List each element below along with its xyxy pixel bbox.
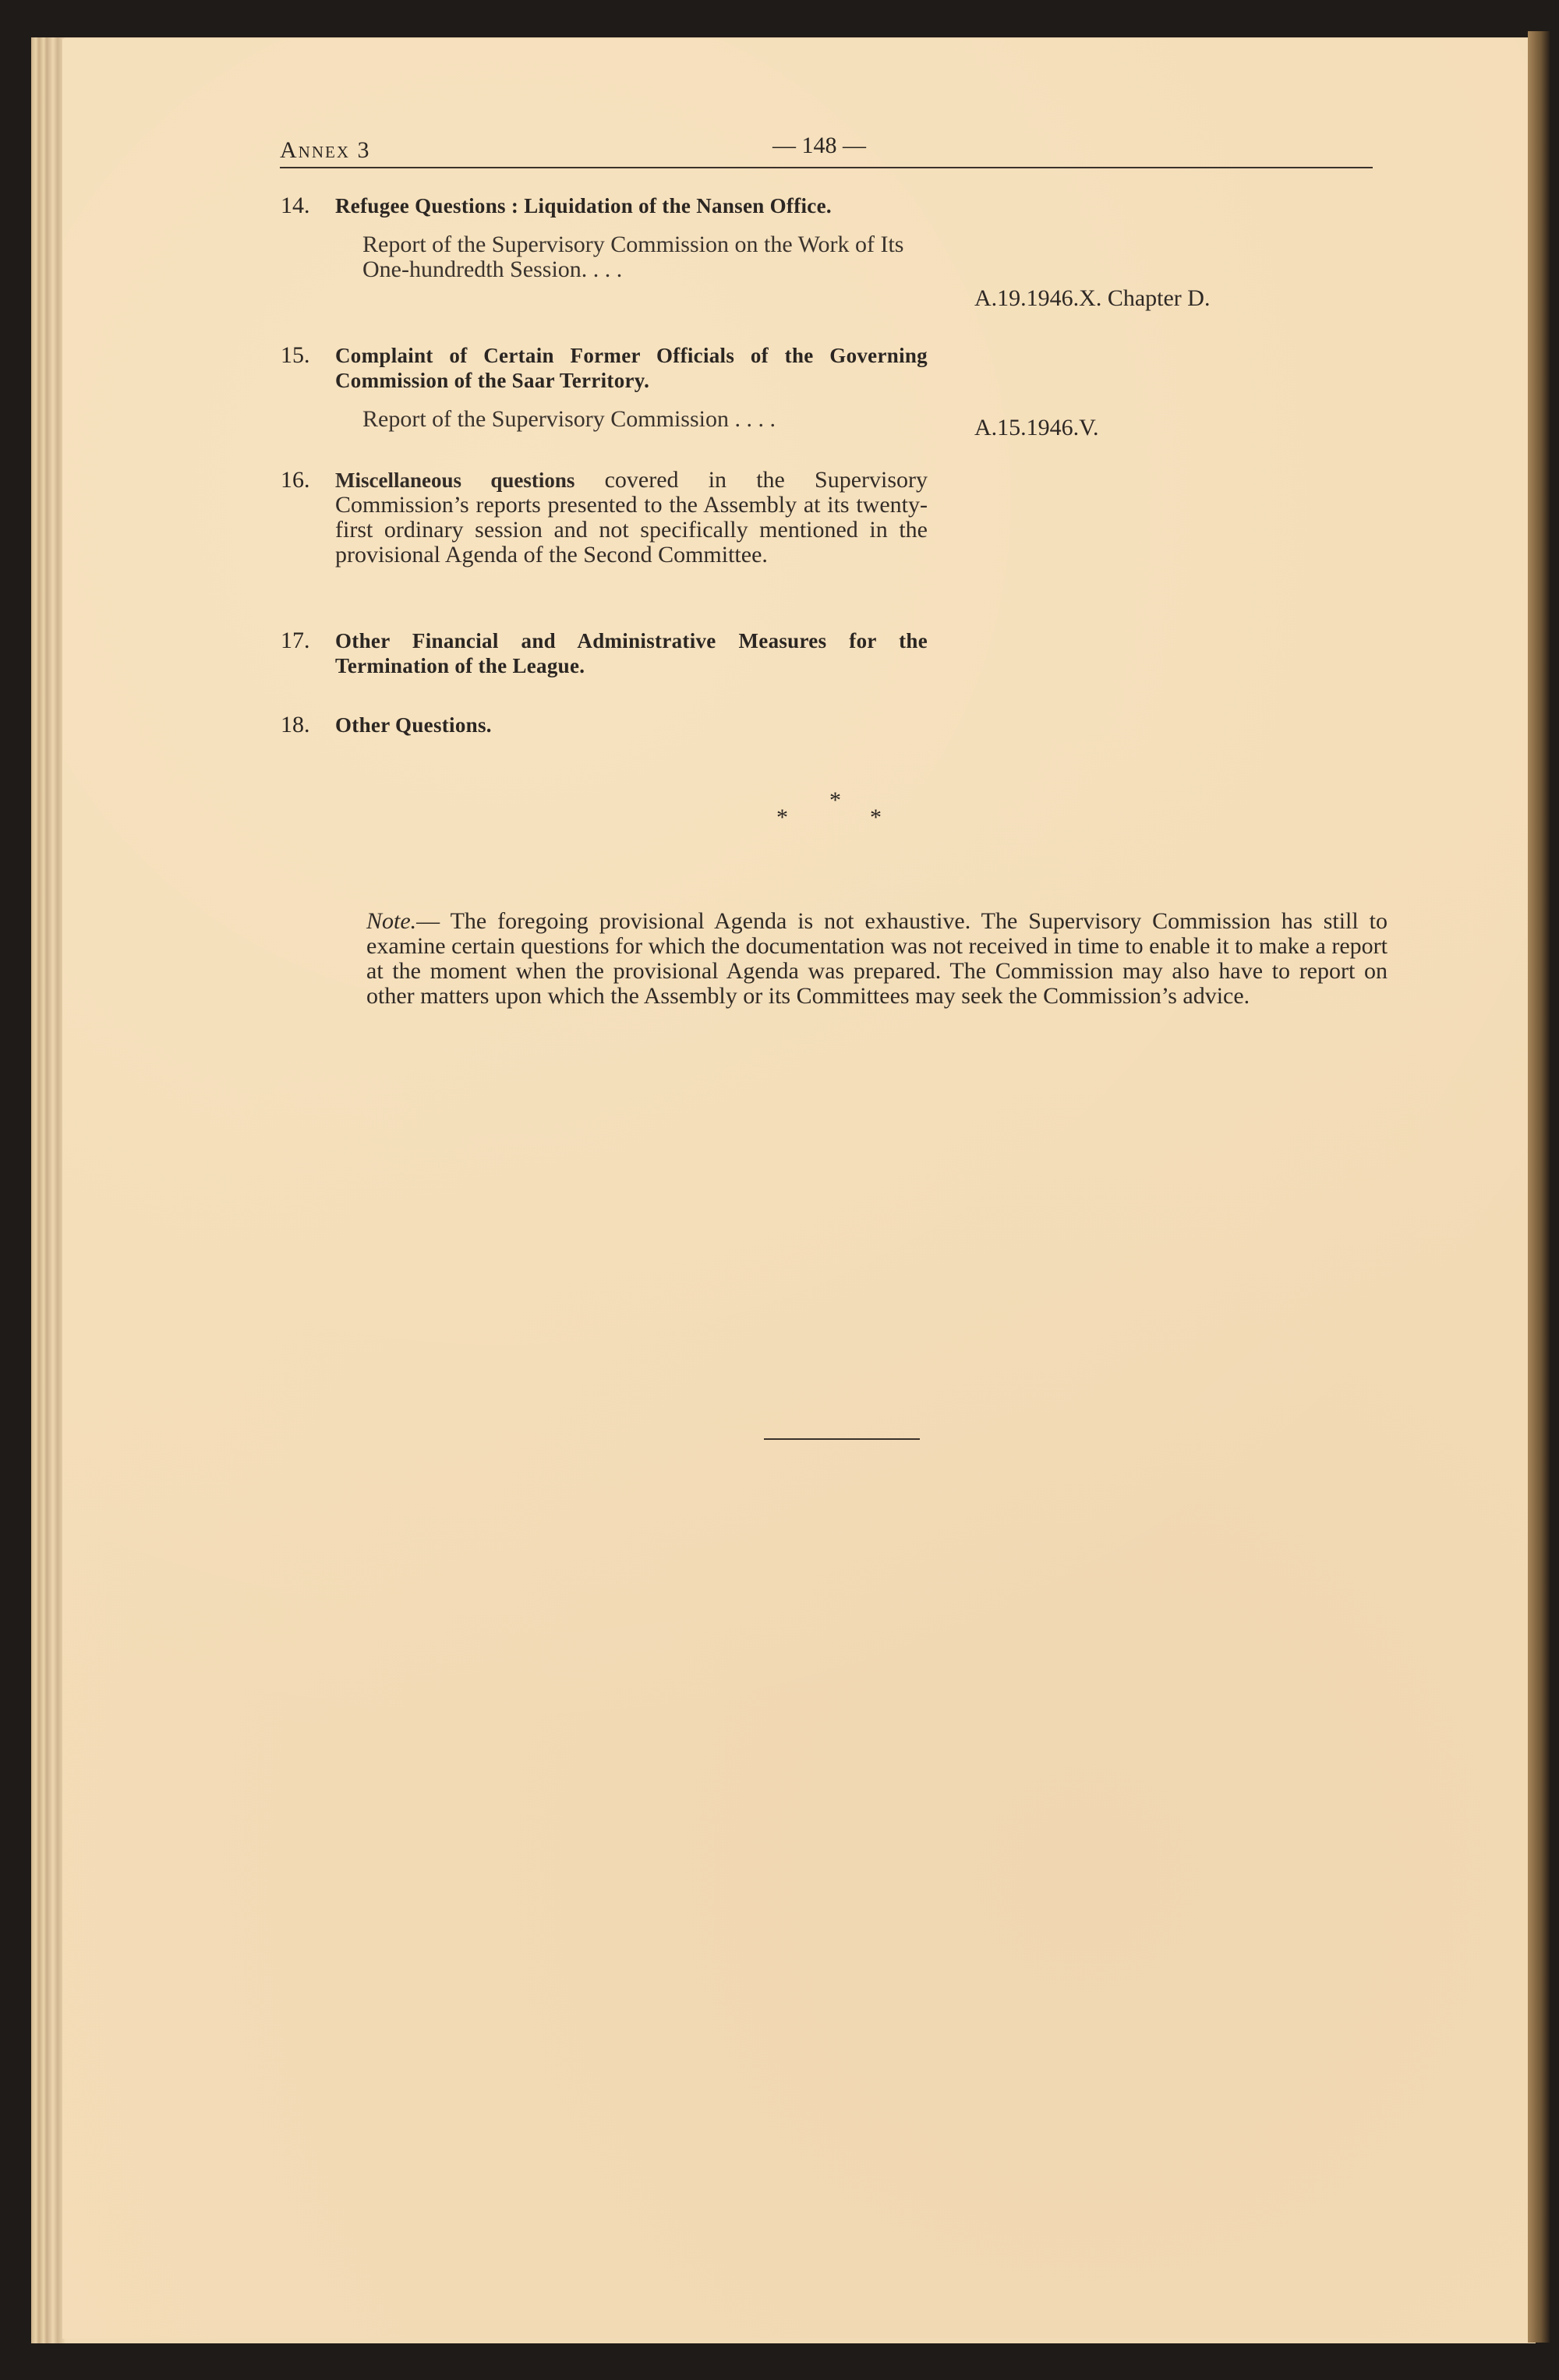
binding-shadow [1528,31,1550,2343]
document-reference-15: A.15.1946.V. [974,415,1099,440]
document-reference-14: A.19.1946.X. Chapter D. [974,285,1211,311]
item-number: 16. [281,467,310,493]
item-number: 17. [281,628,310,653]
item-report: Report of the Supervisory Commission . . . . [362,406,776,432]
page-header [280,125,1373,172]
agenda-item-15 [281,343,928,432]
note-paragraph [366,909,1388,1009]
note-text: — The foregoing provisional Agenda is not exhaustive. The Supervisory Commission has still to examine certain questions for which the documentation was not received in time to enable it to make a report at the moment when the provisional Agenda was prepared. The Commission may also have to report on other matters upon which the Assembly or its Committees may seek the Commission’s advice. [366,908,1388,1009]
item-title: Other Financial and Administrative Measures for the Termination of the League. [335,629,928,677]
annex-label: Annex 3 [280,137,371,163]
agenda-item-18 [281,713,928,737]
note-lead: Note. [366,908,417,934]
item-title: Complaint of Certain Former Officials of the Governing Commission of the Saar Territory. [335,344,928,392]
agenda-item-14 [281,193,928,282]
item-number: 18. [281,712,310,737]
item-report: Report of the Supervisory Commission on the Work of Its One-hundredth Session. . . . [362,232,904,282]
agenda-item-17 [281,628,928,678]
item-number: 15. [281,342,310,368]
separator-stars-visual: * * * [776,787,882,830]
item-body [335,468,928,568]
item-body-text: covered in the Supervisory Commission’s reports presented to the Assembly at its twenty-first ordinary session and not specifically mentioned in the provisional Agenda of the Second Committee. [335,467,928,568]
item-title-lead: Miscellaneous questions [335,469,575,492]
agenda-item-16 [281,468,928,568]
item-number: 14. [281,193,310,218]
item-title: Refugee Questions : Liquidation of the Nansen Office. [335,194,832,217]
item-title: Other Questions. [335,713,492,737]
header-rule [280,167,1373,168]
page-number: — 148 — [772,133,866,158]
end-rule [764,1438,920,1440]
